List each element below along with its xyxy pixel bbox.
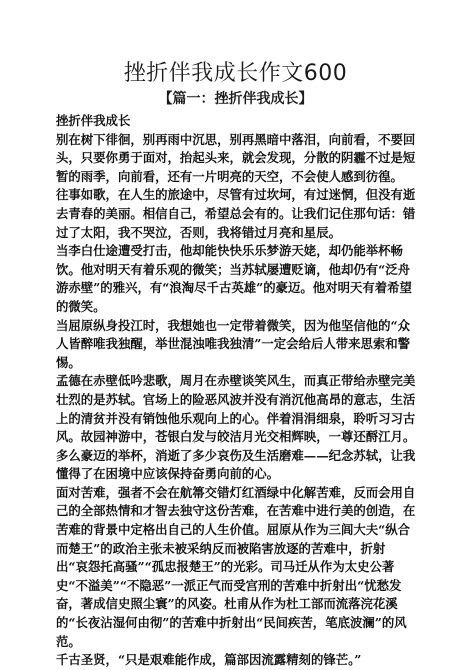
paragraph: 当屈原纵身投江时，我想她也一定带着微笑，因为他坚信他的“众人皆醉唯我独醒，举世混浊唯我独清”一定会给后人带来思索和警惕。: [56, 317, 411, 370]
paragraph: 别在树下徘徊，别再雨中沉思，别再黑暗中落泪，向前看，不要回头，只要你勇于面对，抬起头来，就会发现，分散的阴霾不过是短暂的雨季，向前看，还有一片明亮的天空，不会使人感到彷徨。: [56, 131, 416, 184]
document-body: [56, 112, 416, 670]
document-title: 挫折伴我成长作文600: [123, 61, 348, 86]
paragraph: 当李白仕途遭受打击，他却能快快乐乐梦游天姥，却仍能举杯畅饮。他对明天有着乐观的微笑；当苏轼屡遭贬谪，他却仍有“泛舟游赤壁”的雅兴，有“浪淘尽千古英雄”的豪迈。他对明天有着希望的微笑。: [56, 243, 412, 314]
paragraph: 千古圣贤，“只是艰难能作成，篇部因流露精刻的锋芒。”: [56, 652, 362, 668]
section-subheading: 挫折伴我成长: [56, 113, 131, 128]
paragraph: 孟德在赤壁低吟悲歌，周月在赤壁谈笑风生，而真正带给赤壁完美壮烈的是苏轼。官场上的险恶风波并没有消沉他高昂的意志，生活上的清贫并没有销蚀他乐观向上的心。伴着涓涓细泉，聆听习习古风。故园神游中，苍银白发与皎洁月光交相辉映，一尊还酹江月。多么豪迈的举杯，消逝了多少哀伤及生活磨难——纪念苏轼，让我懂得了在困境中应该保持奋勇向前的心。: [56, 373, 416, 482]
chapter-heading: 【篇一：挫折伴我成长】: [158, 91, 313, 107]
paragraph: 往事如歌，在人生的旅途中，尽管有过坎坷，有过迷惘，但没有逝去青春的美丽。相信自己，希望总会有的。让我们记住那句话：错过了太阳，我不哭泣，否则，我将错过月亮和星辰。: [56, 187, 416, 240]
paragraph: 面对苦难，强者不会在航箒交错灯红酒绿中化解苦难，反而会用自己的全部热情和才智去独守这份苦难，在苦难中进行美的创造，在苦难的背景中定格出自己的人生价值。屈原从作为三闾大夫“纵合而楚王”的政治主张未被采纳反而被陷害放逐的苦难中，折射出“哀怨托高骚”“孤忠报楚王”的光彩。司马迁从作为太史公著史“不溢美”“不隐恶”一派正气而受宫刑的苦难中折射出“忧愁发奋，著成信史照尘寰”的风姿。杜甫从作为杜工部而流落浣花溪的“长夜沾湿何由彻”的苦难中折射出“民间疾苦，笔底波澜”的风范。: [56, 484, 416, 649]
